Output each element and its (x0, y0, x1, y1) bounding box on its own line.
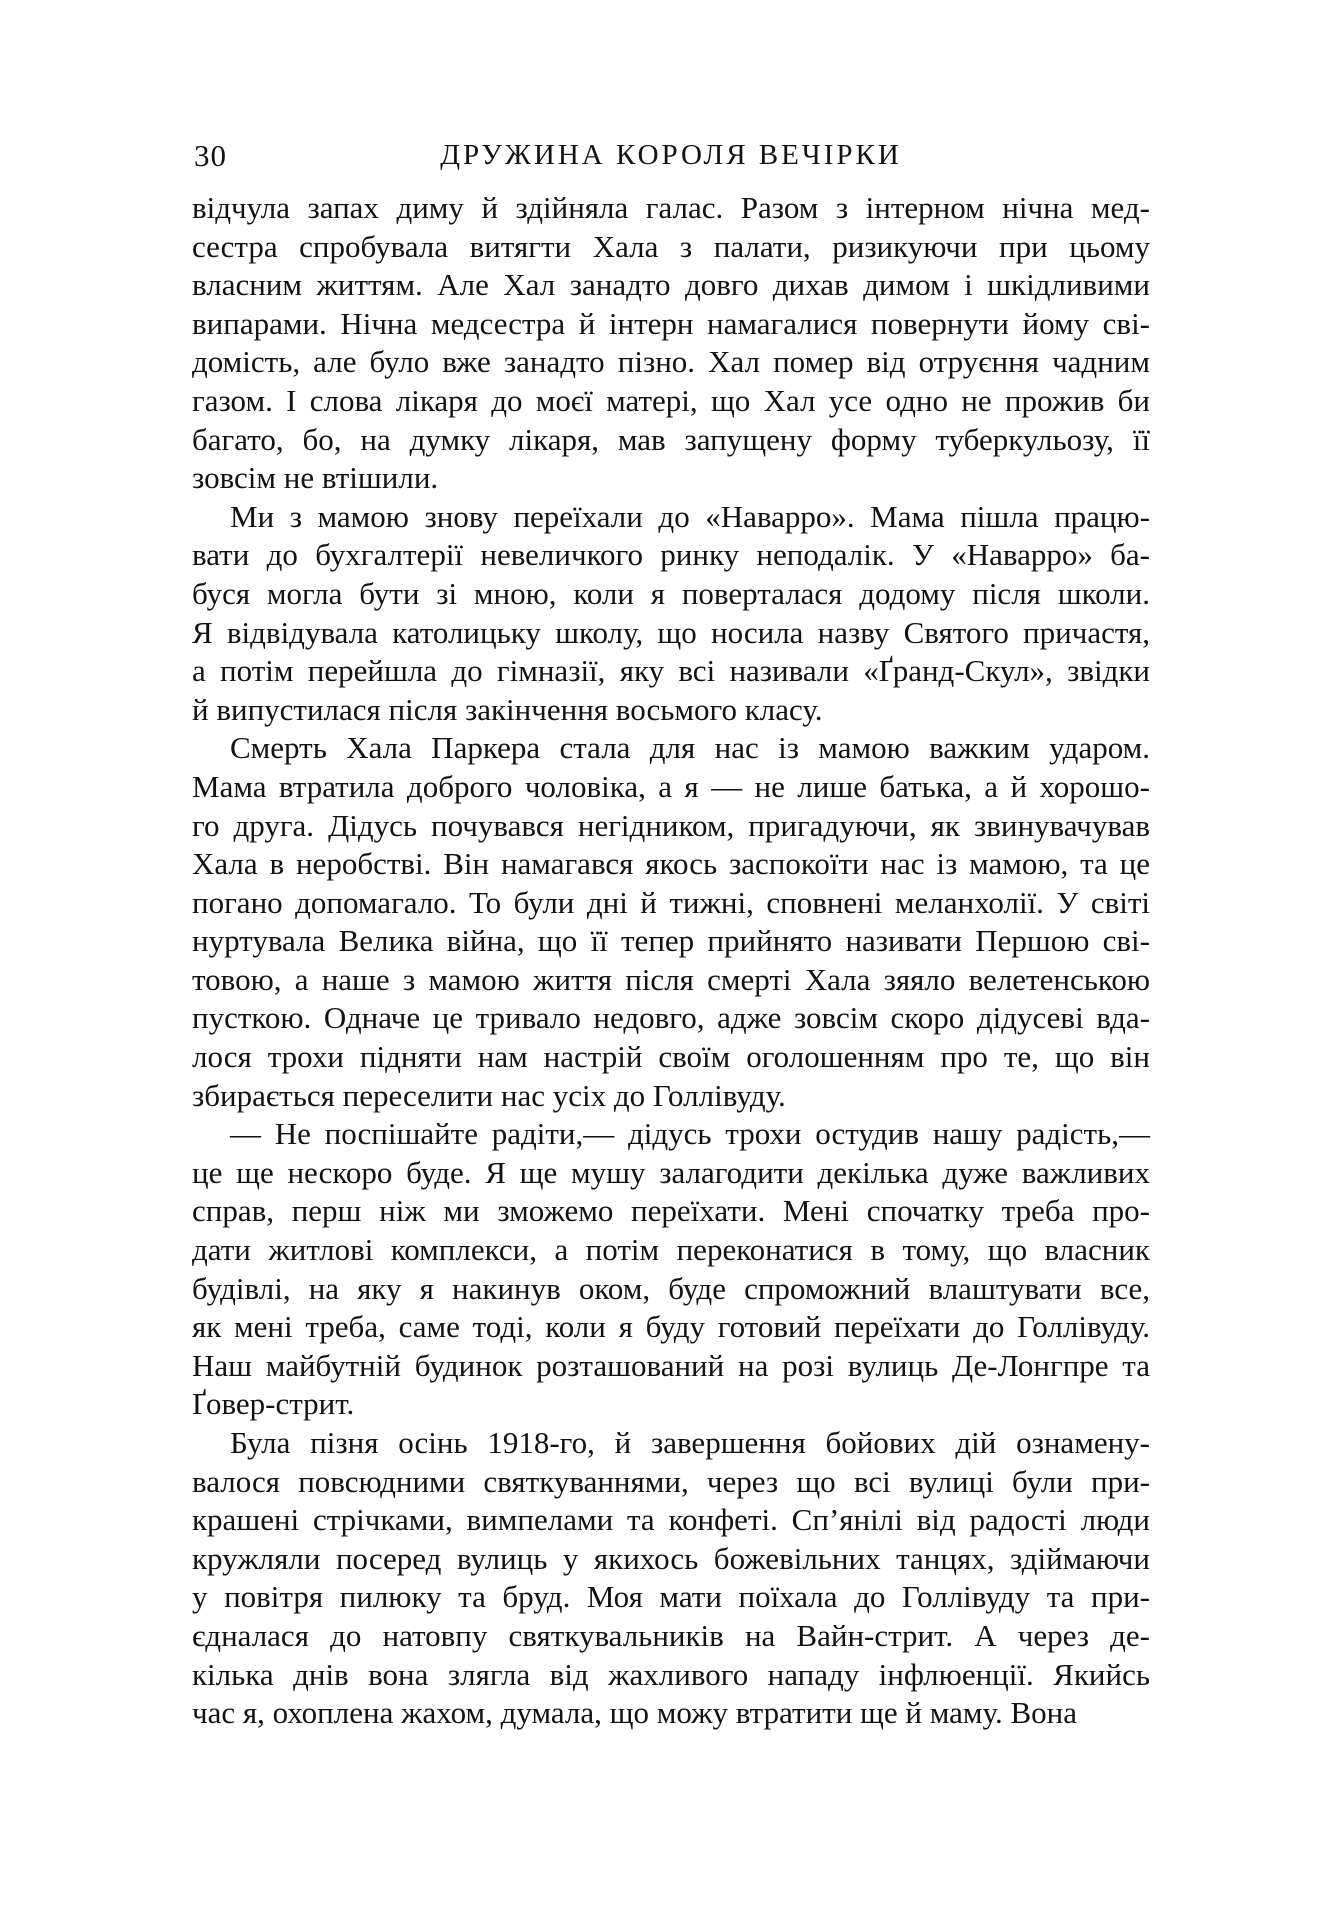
text-line: час я, охоплена жахом, думала, що можу втратити ще й маму. Вона (192, 1695, 1077, 1731)
text-line: як мені треба, саме тоді, коли я буду готовий переїхати до Голлівуду. (192, 1309, 1150, 1345)
text-line: домість, але було вже занадто пізно. Хал помер від отруєння чадним (192, 344, 1150, 380)
text-line: випарами. Нічна медсестра й інтерн намагалися повернути йому сві- (192, 305, 1150, 341)
text-line: а потім перейшла до гімназії, яку всі називали «Ґранд-Скул», звідки (192, 653, 1150, 689)
text-line: Я відвідувала католицьку школу, що носила назву Святого причастя, (192, 614, 1150, 650)
paragraph (192, 1115, 1150, 1424)
text-line: кілька днів вона злягла від жахливого нападу інфлюенції. Якийсь (192, 1656, 1150, 1692)
running-header (192, 138, 1150, 178)
text-line: кружляли посеред вулиць у якихось божевільних танцях, здіймаючи (192, 1540, 1150, 1576)
text-line: го друга. Дідусь почувався негідником, пригадуючи, як звинувачував (192, 807, 1150, 843)
text-line: Ґовер-стрит. (192, 1386, 355, 1422)
text-line: — Не поспішайте радіти,— дідусь трохи остудив нашу радість,— (230, 1116, 1150, 1152)
text-line: вати до бухгалтерії невеличкого ринку неподалік. У «Наварро» ба- (192, 537, 1150, 573)
text-line: Мама втратила доброго чоловіка, а я — не лише батька, а й хорошо- (192, 768, 1150, 804)
text-line: відчула запах диму й здійняла галас. Разом з інтерном нічна мед- (192, 190, 1150, 225)
text-line: справ, перш ніж ми зможемо переїхати. Мені спочатку треба про- (192, 1193, 1150, 1229)
running-title: ДРУЖИНА КОРОЛЯ ВЕЧІРКИ (440, 139, 902, 171)
page-number: 30 (194, 138, 227, 173)
text-line: це ще нескоро буде. Я ще мушу залагодити декілька дуже важливих (192, 1154, 1150, 1190)
text-line: Була пізня осінь 1918-го, й завершення бойових дій ознамену- (230, 1425, 1150, 1460)
text-line: збирається переселити нас усіх до Голлівуду. (192, 1077, 786, 1113)
paragraph (192, 189, 1150, 498)
text-line: газом. І слова лікаря до моєї матері, що Хал усе одно не прожив би (192, 382, 1150, 418)
text-line: валося повсюдними святкуваннями, через що всі вулиці були при- (192, 1463, 1150, 1499)
text-line: нуртувала Велика війна, що її тепер прийнято називати Першою сві- (192, 923, 1150, 959)
text-line: зовсім не втішили. (192, 460, 439, 496)
text-line: Смерть Хала Паркера стала для нас із мамою важким ударом. (230, 730, 1150, 766)
paragraph (192, 729, 1150, 1115)
text-line: буся могла бути зі мною, коли я поверталася додому після школи. (192, 575, 1150, 611)
paragraph (192, 498, 1150, 730)
text-line: крашені стрічками, вимпелами та конфеті. Сп’янілі від радості люди (192, 1502, 1150, 1538)
text-line: будівлі, на яку я накинув оком, буде спроможний влаштувати все, (192, 1270, 1150, 1306)
text-line: лося трохи підняти нам настрій своїм оголошенням про те, що він (192, 1039, 1150, 1075)
text-line: погано допомагало. То були дні й тижні, сповнені меланхолії. У світі (192, 884, 1150, 920)
text-line: сестра спробувала витягти Хала з палати, ризикуючи при цьому (192, 228, 1150, 264)
text-line: й випустилася після закінчення восьмого класу. (192, 691, 823, 727)
text-line: Хала в неробстві. Він намагався якось заспокоїти нас із мамою, та це (192, 846, 1150, 882)
text-line: Ми з мамою знову переїхали до «Наварро». Мама пішла працю- (230, 498, 1150, 534)
text-line: Наш майбутній будинок розташований на розі вулиць Де-Лонгпре та (192, 1347, 1150, 1383)
text-line: пусткою. Одначе це тривало недовго, адже зовсім скоро дідусеві вда- (192, 1000, 1150, 1036)
text-line: власним життям. Але Хал занадто довго дихав димом і шкідливими (192, 267, 1150, 303)
text-line: товою, а наше з мамою життя після смерті Хала зяяло велетенською (192, 961, 1150, 997)
text-line: єдналася до натовпу святкувальників на Вайн-стрит. А через де- (192, 1617, 1150, 1653)
text-line: у повітря пилюку та бруд. Моя мати поїхала до Голлівуду та при- (192, 1579, 1150, 1615)
body-text (192, 189, 1150, 1733)
paragraph (192, 1424, 1150, 1733)
text-line: багато, бо, на думку лікаря, мав запущену форму туберкульозу, її (192, 421, 1150, 457)
text-line: дати житлові комплекси, а потім переконатися в тому, що власник (192, 1232, 1150, 1268)
